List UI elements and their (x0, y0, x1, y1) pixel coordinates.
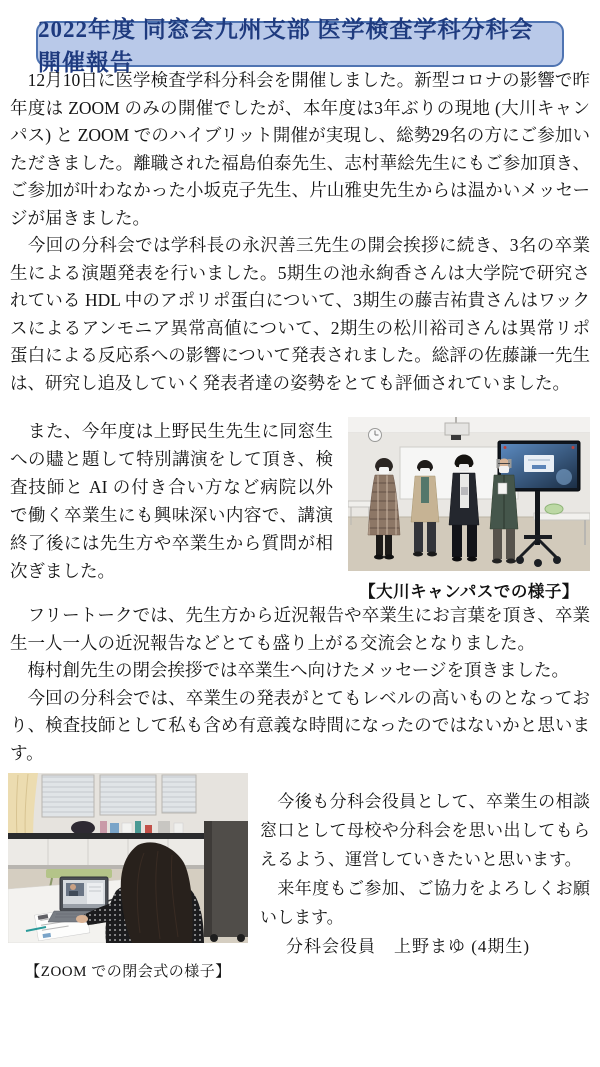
paragraph-request: 来年度もご参加、ご協力をよろしくお願いします。 (260, 879, 590, 927)
title-banner (36, 17, 564, 75)
okawa-photo-caption: 【大川キャンパスでの様子】 (359, 582, 579, 601)
paragraph-intro: 12月10日に医学検査学科分科会を開催しました。新型コロナの影響で昨年度は ZOOM のみの開催でしたが、本年度は3年ぶりの現地 (大川キャンパス) と ZOOM でのハイブリット開催が実現し、総勢29名の方にご参加いただきました。離職された福島伯泰先生、志村華絵先生にもご参加頂き、ご参加が叶わなかった小坂克子先生、片山雅史先生からは温かいメッセージが届きました。 (10, 70, 590, 228)
paragraph-summary: 今回の分科会では、卒業生の発表がとてもレベルの高いものとなっており、検査技師として私も含め有意義な時間になったのではないかと思います。 (10, 687, 590, 763)
paragraph-future: 今後も分科会役員として、卒業生の相談窓口として母校や分科会を思い出してもらえるよう、運営していきたいと思います。 (260, 792, 590, 869)
signature-line: 分科会役員 上野まゆ (4期生) (286, 937, 531, 956)
zoom-closing-figure (8, 773, 248, 981)
dark-cabinet (204, 821, 248, 942)
paragraph-freetalk: フリートークでは、先生方から近況報告や卒業生にお言葉を頂き、卒業生一人一人の近況報告などとても盛り上がる交流会となりました。 (10, 605, 590, 653)
okawa-campus-photo (348, 417, 590, 571)
paragraph-closing-remarks: 梅村創先生の閉会挨拶では卒業生へ向けたメッセージを頂きました。 (10, 660, 569, 680)
zoom-photo-caption: 【ZOOM での閉会式の様子】 (25, 964, 231, 980)
lecture-section (10, 417, 590, 602)
paragraph-presentations: 今回の分科会では学科長の永沢善三先生の開会挨拶に続き、3名の卒業生による演題発表を行いました。5期生の池永絢香さんは大学院で研究されている HDL 中のアポリポ蛋白について、3期生の藤吉祐貴さんはワックスによるアンモニア異常高値について、2期生の松川裕司さんは異常リポ蛋白による反応系への影響について発表されました。総評の佐藤謙一先生は、研究し追及していく発表者達の姿勢をとても評価されていました。 (10, 235, 590, 393)
okawa-campus-figure (348, 417, 590, 602)
page-title: 2022年度 同窓会九州支部 医学検査学科分科会 開催報告 (38, 17, 534, 75)
wall-clock-icon (369, 429, 382, 442)
closing-text-column (248, 773, 590, 981)
zoom-closing-section (8, 773, 590, 981)
paragraph-lecture: また、今年度は上野民生先生に同窓生への贐と題して特別講演をして頂き、検査技師と AI の付き合い方など病院以外で働く卒業生にも興味深い内容で、講演終了後には先生方や卒業生から質問が相次ぎました。 (10, 421, 333, 581)
zoom-closing-photo (8, 773, 248, 943)
